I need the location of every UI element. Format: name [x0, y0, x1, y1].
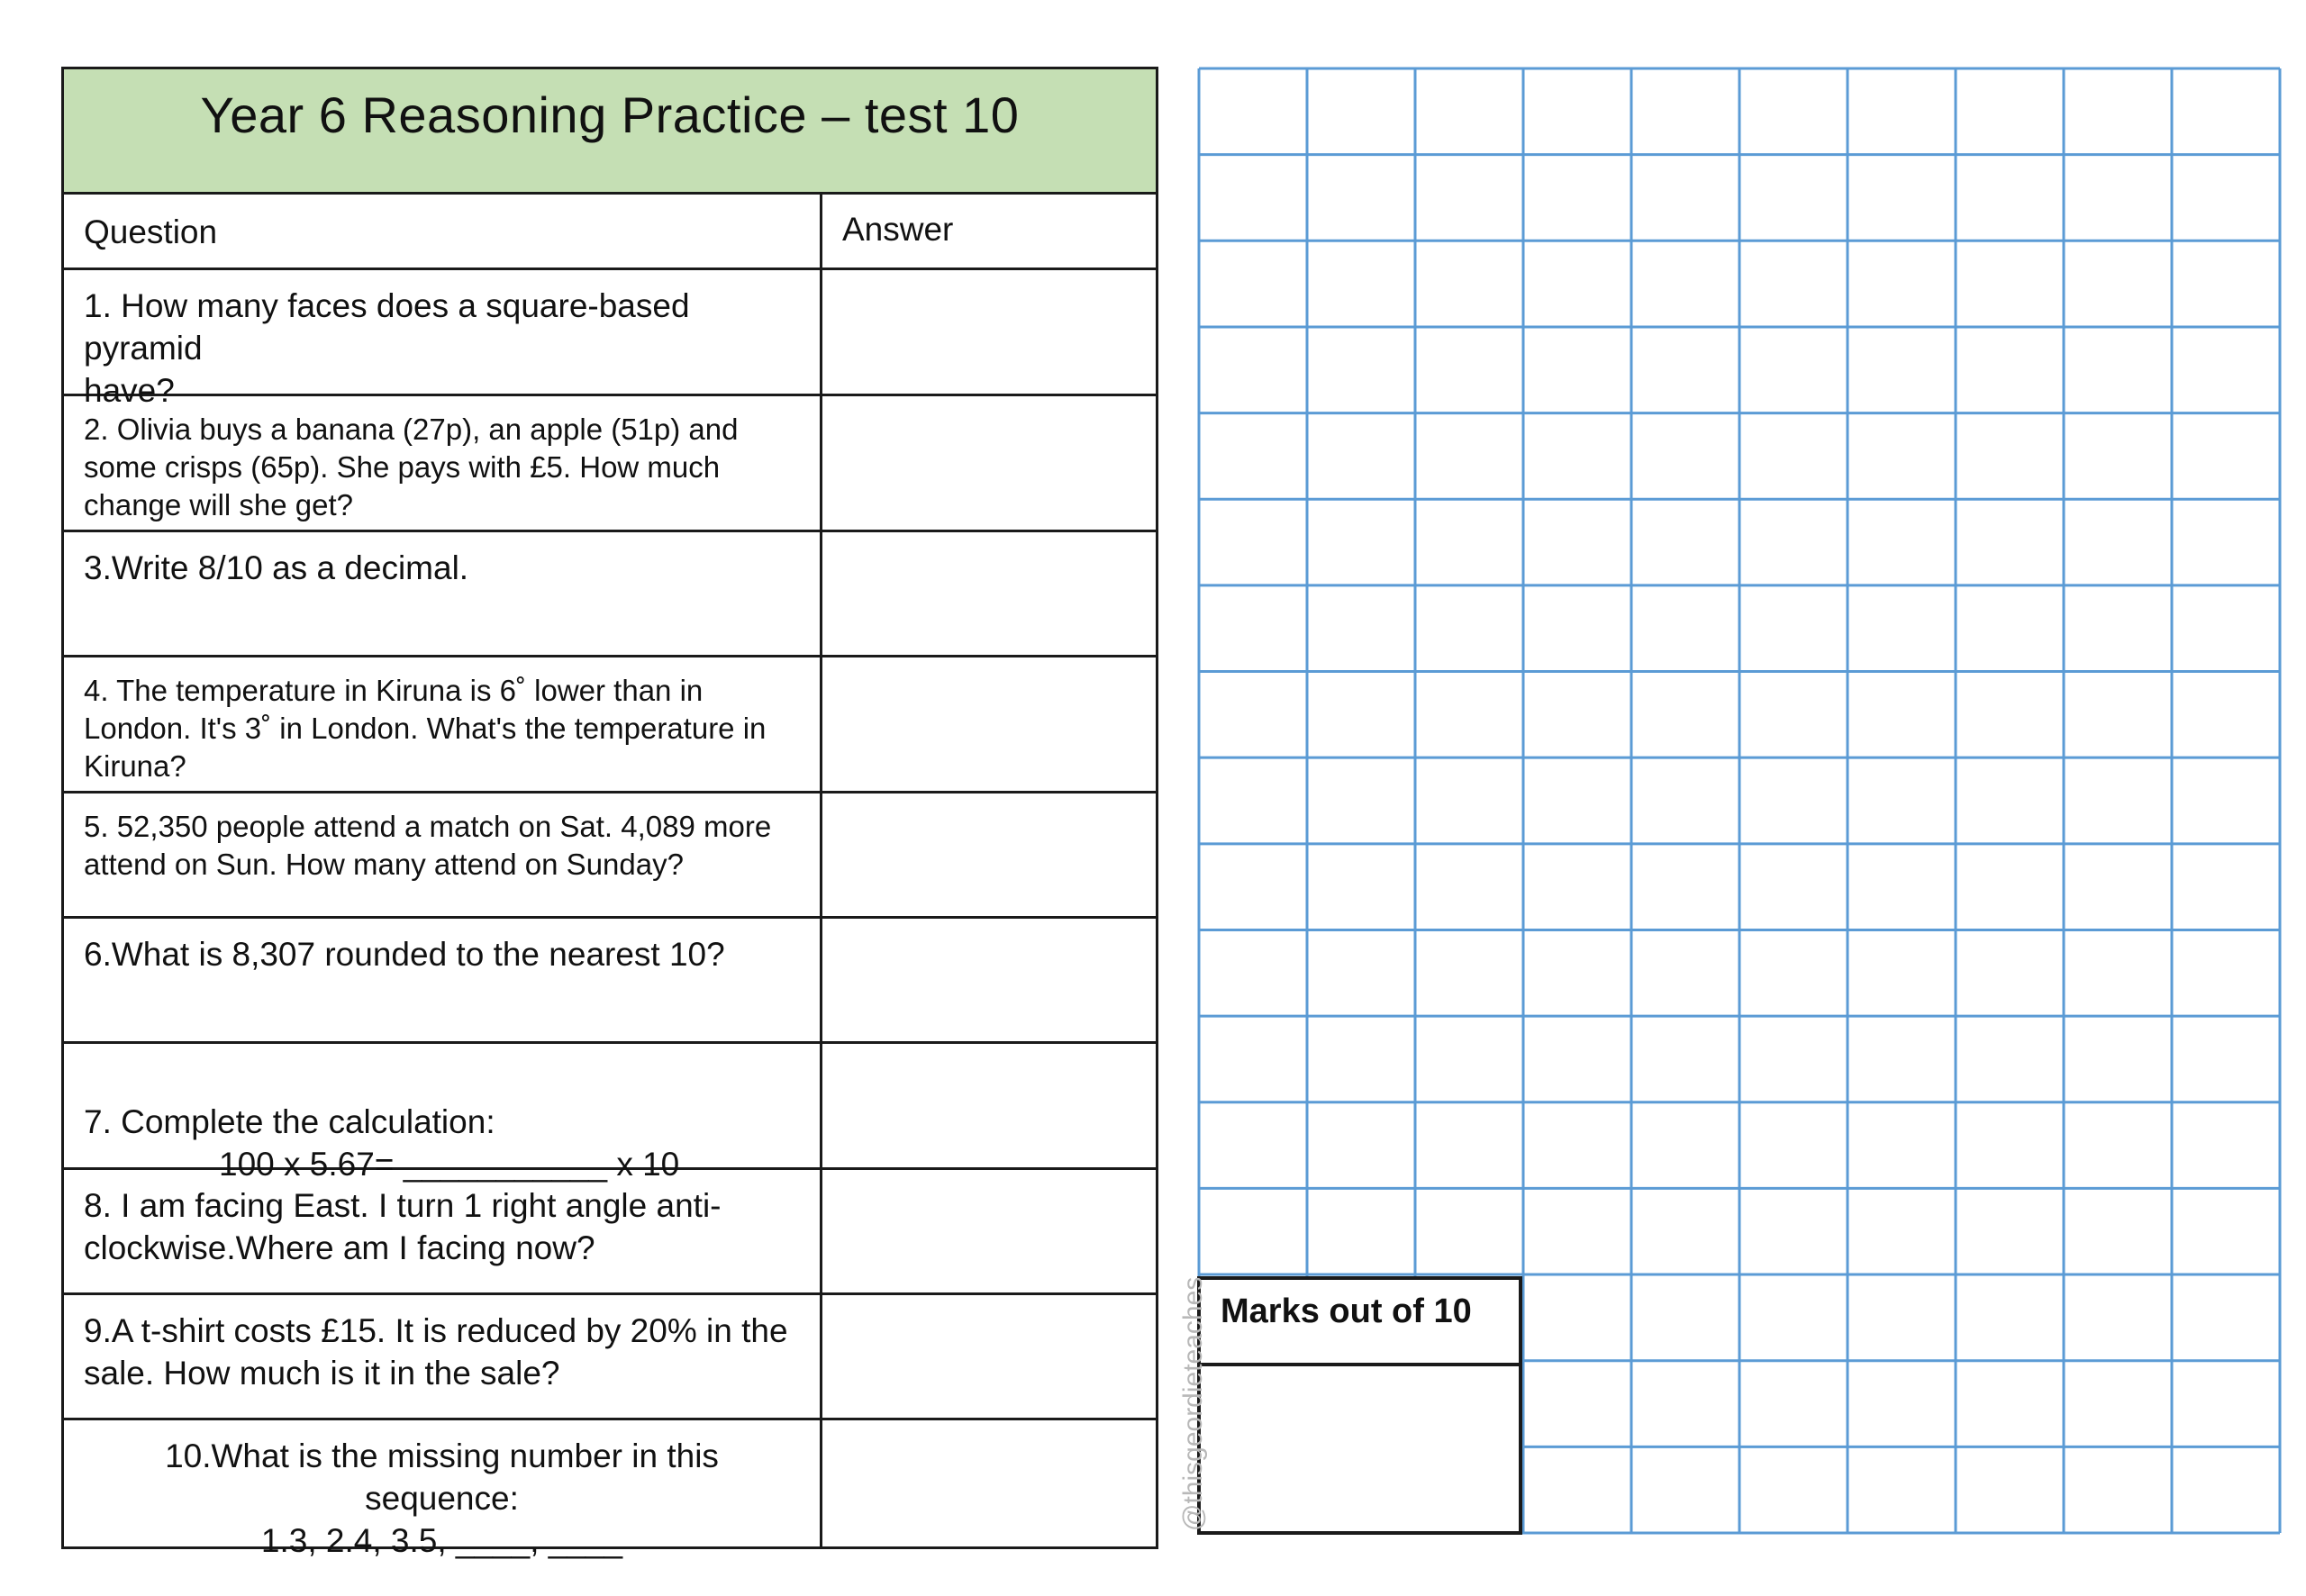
answer-column-header: Answer — [842, 211, 954, 249]
question-9-text: 9.A t-shirt costs £15. It is reduced by 20% in the sale. How much is it in the sale? — [64, 1295, 822, 1418]
question-row-1 — [64, 270, 1156, 409]
question-row-6 — [64, 919, 1156, 1044]
marks-box — [1197, 1276, 1522, 1535]
question-1-text: 1. How many faces does a square-based pyramid have? — [64, 270, 822, 394]
question-row-10 — [64, 1420, 1156, 1560]
question-8-text: 8. I am facing East. I turn 1 right angle anti- clockwise.Where am I facing now? — [64, 1170, 822, 1292]
question-column-header: Question — [64, 195, 822, 267]
question-3-text: 3.Write 8/10 as a decimal. — [64, 532, 822, 655]
answer-5-cell[interactable] — [822, 793, 1156, 916]
question-2-text: 2. Olivia buys a banana (27p), an apple (51p) and some crisps (65p). She pays with £5. How much change will she get? — [64, 396, 822, 530]
answer-8-cell[interactable] — [822, 1170, 1156, 1292]
question-10-text: 10.What is the missing number in this sequence: 1.3, 2.4, 3.5, ____, ____ — [64, 1420, 822, 1546]
answer-2-cell[interactable] — [822, 396, 1156, 530]
question-row-2 — [64, 396, 1156, 532]
question-row-8 — [64, 1170, 1156, 1295]
question-row-9 — [64, 1295, 1156, 1420]
question-5-text: 5. 52,350 people attend a match on Sat. 4,089 more attend on Sun. How many attend on Sunday? — [64, 793, 822, 916]
answer-6-cell[interactable] — [822, 919, 1156, 1041]
question-7-line-1: 7. Complete the calculation: — [84, 1102, 495, 1140]
answer-3-cell[interactable] — [822, 532, 1156, 655]
question-7-calculation: 100 x 5.67= ___________ x 10 — [219, 1145, 680, 1183]
marks-label: Marks out of 10 — [1201, 1280, 1519, 1366]
answer-4-cell[interactable] — [822, 657, 1156, 791]
question-row-5 — [64, 793, 1156, 919]
reasoning-test-table — [61, 67, 1158, 1560]
question-6-text: 6.What is 8,307 rounded to the nearest 10? — [64, 919, 822, 1041]
marks-entry-space[interactable] — [1201, 1366, 1519, 1531]
question-7-text — [64, 1044, 822, 1183]
answer-9-cell[interactable] — [822, 1295, 1156, 1418]
table-header-row — [64, 195, 1156, 269]
author-watermark: @thisgeordieteaches — [1178, 1276, 1208, 1531]
question-row-3 — [64, 532, 1156, 657]
question-4-text: 4. The temperature in Kiruna is 6˚ lower than in London. It's 3˚ in London. What's the temperature in Kiruna? — [64, 657, 822, 791]
answer-10-cell[interactable] — [822, 1420, 1156, 1546]
question-row-7 — [64, 1044, 1156, 1183]
answer-1-cell[interactable] — [822, 270, 1156, 394]
question-row-4 — [64, 657, 1156, 793]
answer-7-cell[interactable] — [822, 1044, 1156, 1167]
test-title: Year 6 Reasoning Practice – test 10 — [64, 69, 1156, 195]
